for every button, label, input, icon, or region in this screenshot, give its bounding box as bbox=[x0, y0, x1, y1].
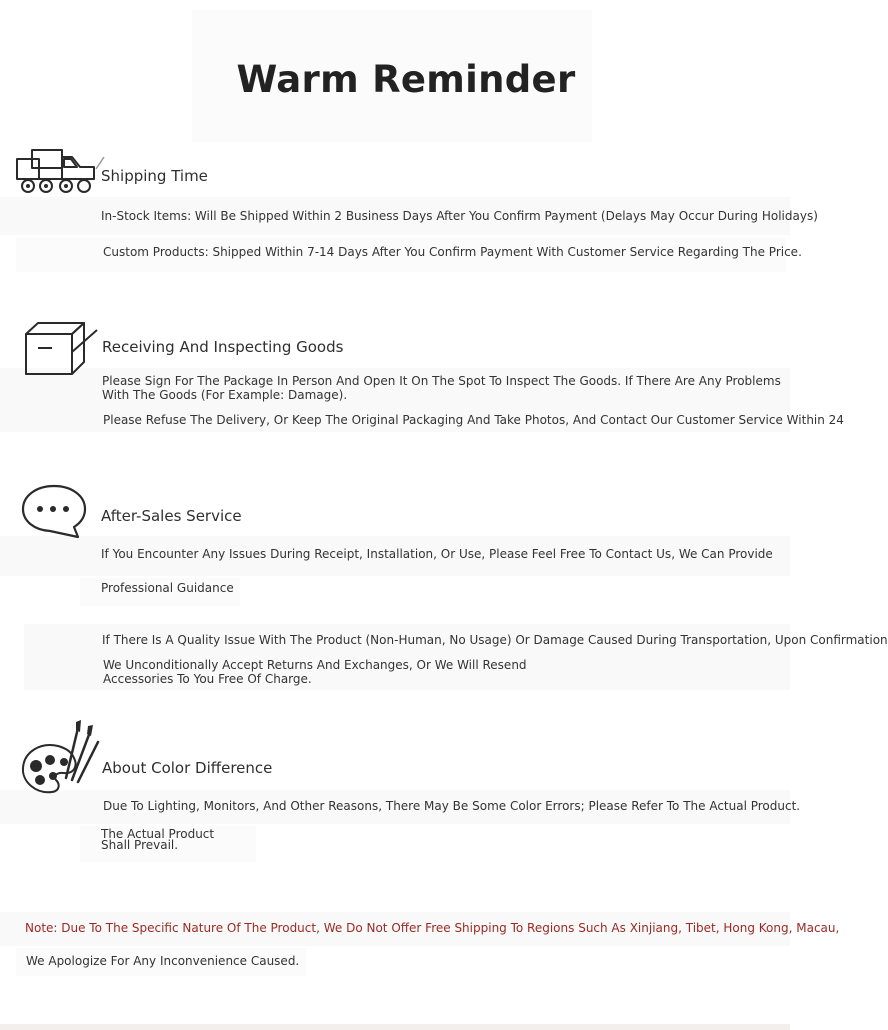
page-title: Warm Reminder bbox=[236, 58, 576, 101]
after-sales-heading: After-Sales Service bbox=[101, 507, 242, 525]
receiving-line-1: Please Sign For The Package In Person And Open It On The Spot To Inspect The Goods. If There Are Any Problems With The Goods (For Example: Damage). bbox=[102, 374, 781, 402]
receiving-heading: Receiving And Inspecting Goods bbox=[102, 338, 344, 356]
shipping-note: Note: Due To The Specific Nature Of The Product, We Do Not Offer Free Shipping To Regions Such As Xinjiang, Tibet, Hong Kong, Macau, bbox=[25, 921, 840, 935]
paint-palette-icon bbox=[20, 718, 102, 796]
after-sales-line-2: Professional Guidance bbox=[101, 581, 234, 595]
shipping-line-1: In-Stock Items: Will Be Shipped Within 2 Business Days After You Confirm Payment (Delays May Occur During Holidays) bbox=[101, 209, 818, 223]
shipping-heading: Shipping Time bbox=[101, 167, 208, 185]
after-sales-line-1: If You Encounter Any Issues During Receipt, Installation, Or Use, Please Feel Free To Contact Us, We Can Provide bbox=[101, 547, 773, 561]
color-line-1: Due To Lighting, Monitors, And Other Reasons, There May Be Some Color Errors; Please Refer To The Actual Product. bbox=[103, 799, 801, 813]
bottom-strip bbox=[0, 1024, 790, 1030]
delivery-truck-icon bbox=[14, 147, 106, 197]
shipping-line-2: Custom Products: Shipped Within 7-14 Days After You Confirm Payment With Customer Service Regarding The Price. bbox=[103, 245, 802, 259]
receiving-line-2: Please Refuse The Delivery, Or Keep The Original Packaging And Take Photos, And Contact Our Customer Service Within 24 bbox=[103, 413, 844, 427]
color-heading: About Color Difference bbox=[102, 759, 273, 777]
chat-bubble-icon bbox=[20, 483, 88, 541]
after-sales-line-4: We Unconditionally Accept Returns And Exchanges, Or We Will Resend Accessories To You Free Of Charge. bbox=[103, 658, 527, 686]
color-line-2: The Actual Product Shall Prevail. bbox=[101, 827, 215, 852]
open-box-icon bbox=[22, 320, 100, 378]
after-sales-line-3: If There Is A Quality Issue With The Product (Non-Human, No Usage) Or Damage Caused During Transportation, Upon Confirmation bbox=[102, 633, 888, 647]
apology-text: We Apologize For Any Inconvenience Caused. bbox=[26, 954, 300, 968]
